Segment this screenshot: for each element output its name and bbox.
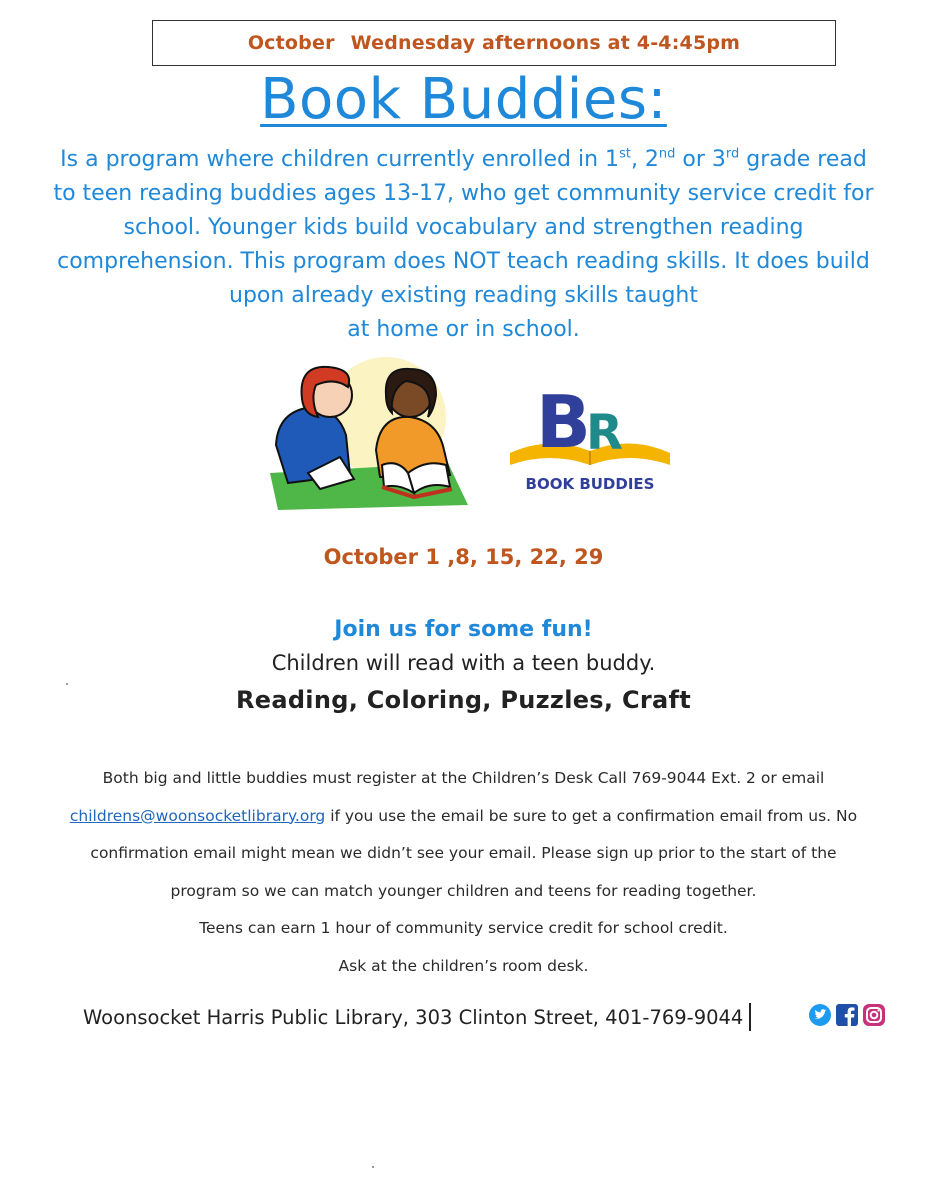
banner-month: October xyxy=(247,32,335,54)
logo-caption: BOOK BUDDIES xyxy=(525,475,655,493)
program-description: Is a program where children currently enrolled in 1st, 2nd or 3rd grade read to teen reading buddies ages 13-17, who get community service credit for school. Younger kids build vocabulary and strengthen reading comprehension. This program does NOT teach reading skills. It does build upon already existing reading skills taught at home or in school. xyxy=(53,146,874,342)
library-address: Woonsocket Harris Public Library, 303 Clinton Street, 401-769-9044 xyxy=(83,1005,744,1029)
scan-speck xyxy=(66,683,68,685)
schedule-banner xyxy=(152,20,836,66)
banner-schedule: Wednesday afternoons at 4-4:45pm xyxy=(350,32,741,54)
book-buddies-logo xyxy=(500,365,680,500)
page-title: Book Buddies: xyxy=(260,67,667,132)
library-footer xyxy=(83,1000,751,1034)
facebook-icon[interactable] xyxy=(835,1003,859,1027)
program-dates: October 1 ,8, 15, 22, 29 xyxy=(323,545,604,569)
logo-letter-b: B xyxy=(536,380,591,464)
footer-divider xyxy=(749,1003,751,1031)
logo-letter-r: R xyxy=(586,405,623,461)
email-link[interactable]: childrens@woonsocketlibrary.org xyxy=(69,806,326,825)
instagram-icon[interactable] xyxy=(862,1003,886,1027)
registration-info: Both big and little buddies must register at the Children’s Desk Call 769-9044 Ext. 2 or email childrens@woonsocketlibrary.org if you use the email be sure to get a confirmation email from us. No confirmation email might mean we didn’t see your email. Please sign up prior to the start of the program so we can match younger children and teens for reading together. Teens can earn 1 hour of community service credit for school credit. Ask at the children’s room desk. xyxy=(69,769,858,975)
join-heading: Join us for some fun! xyxy=(334,617,593,642)
children-reading-illustration xyxy=(268,355,473,510)
read-with-teen-text: Children will read with a teen buddy. xyxy=(271,651,656,675)
activities-list: Reading, Coloring, Puzzles, Craft xyxy=(235,686,692,714)
social-icons xyxy=(808,1003,886,1027)
scan-speck xyxy=(372,1166,374,1168)
twitter-icon[interactable] xyxy=(808,1003,832,1027)
